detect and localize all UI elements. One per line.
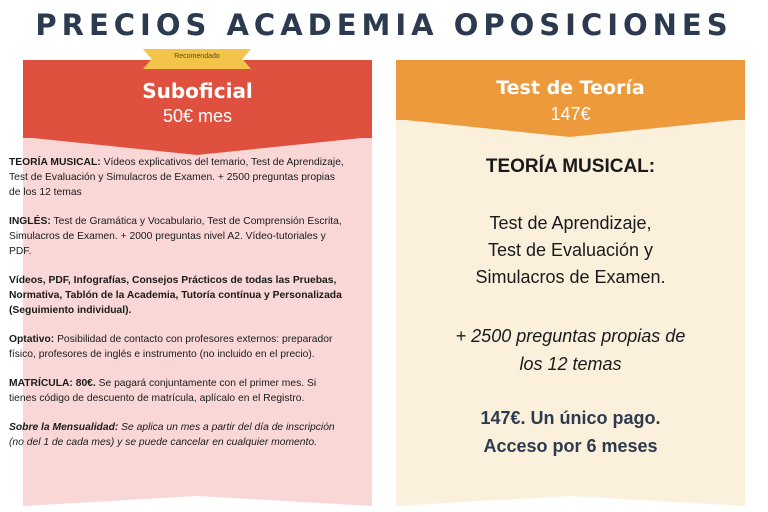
plan-card-bottom-notch xyxy=(396,496,744,506)
payment-line: 147€. Un único pago. xyxy=(480,408,661,428)
plan-card-bottom-notch xyxy=(23,496,371,506)
plan-extra-questions xyxy=(396,322,745,378)
feature-item xyxy=(9,420,345,450)
feature-text: Posibilidad de contacto con profesores externos: preparador físico, profesores de inglés e instrumento (no incluido en el precio). xyxy=(9,334,333,360)
feature-text: Se pagará conjuntamente con el primer mes. Si tienes código de descuento de matrícula, aplícalo en el Registro. xyxy=(9,378,317,404)
plan-price: 50€ mes xyxy=(162,106,233,126)
feature-item xyxy=(9,155,345,200)
recommended-label: Recomendado xyxy=(174,53,220,60)
plan-card-test-teoria xyxy=(396,60,745,506)
feature-label: MATRÍCULA: 80€. xyxy=(9,378,96,389)
plan-card-header-arrow xyxy=(23,137,371,155)
payment-line: Acceso por 6 meses xyxy=(483,436,658,456)
list-item: Test de Aprendizaje, xyxy=(489,213,652,233)
extra-line: + 2500 preguntas propias de xyxy=(455,326,686,346)
plan-name: Suboficial xyxy=(142,79,253,103)
page-title: PRECIOS ACADEMIA OPOSICIONES xyxy=(35,8,733,42)
plan-name: Test de Teoría xyxy=(496,77,645,99)
feature-text: Vídeos explicativos del temario, Test de Aprendizaje, Test de Evaluación y Simulacros de Examen. + 2500 preguntas propias de los 12 temas xyxy=(9,157,344,198)
feature-item xyxy=(9,273,345,318)
feature-text: Test de Gramática y Vocabulario, Test de Comprensión Escrita, Simulacros de Examen. + 2000 preguntas nivel A2. Vídeo-tutoriales y PDF. xyxy=(9,216,342,257)
plan-heading: TEORÍA MUSICAL: xyxy=(485,156,656,177)
feature-item xyxy=(9,214,345,259)
feature-label: INGLÉS: xyxy=(9,216,51,227)
feature-label: TEORÍA MUSICAL: xyxy=(9,157,101,168)
plan-test-list xyxy=(396,210,745,291)
feature-label: Sobre la Mensualidad: xyxy=(9,422,119,433)
plan-payment-info xyxy=(396,404,745,460)
feature-text: Se aplica un mes a partir del día de inscripción (no del 1 de cada mes) y se puede cancelar en cualquier momento. xyxy=(9,422,335,448)
plan-price: 147€ xyxy=(550,104,591,124)
extra-line: los 12 temas xyxy=(519,354,622,374)
feature-item xyxy=(9,376,345,406)
feature-item xyxy=(9,332,345,362)
feature-label: Optativo: xyxy=(9,334,55,345)
plan-features xyxy=(9,155,345,464)
list-item: Simulacros de Examen. xyxy=(475,267,666,287)
feature-label: Vídeos, PDF, Infografías, Consejos Prácticos de todas las Pruebas, Normativa, Tablón de la Academia, Tutoría contínua y Personalizada (Seguimiento individual). xyxy=(9,275,342,316)
list-item: Test de Evaluación y xyxy=(487,240,654,260)
